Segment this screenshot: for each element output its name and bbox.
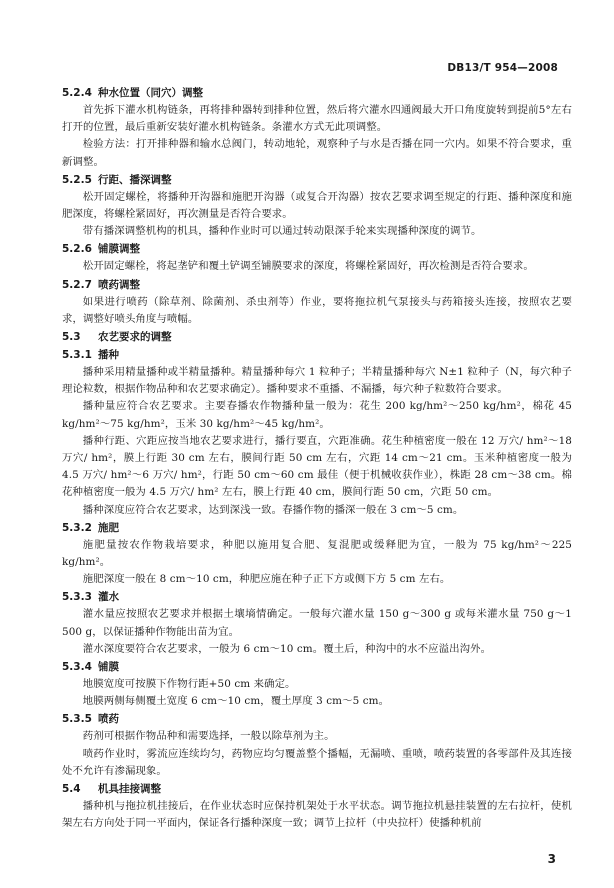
section-heading: [62, 781, 572, 798]
section-heading: [62, 85, 572, 102]
paragraph: 带有播深调整机构的机具，播种作业时可以通过转动限深手轮来实现播种深度的调节。: [82, 225, 482, 238]
section-number: 5.3.5: [62, 713, 92, 726]
section-heading: [62, 589, 572, 606]
paragraph: 喷药作业时，雾流应连续均匀，药物应均匀覆盖整个播幅，无漏喷、重喷，喷药装置的各零部件及其连接处不允许有渗漏现象。: [62, 747, 572, 777]
section-number: 5.3.1: [62, 349, 92, 362]
paragraph: 地膜两侧每侧覆土宽度 6 cm～10 cm，覆土厚度 3 cm～5 cm。: [82, 695, 390, 708]
section-number: 5.3.3: [62, 591, 92, 604]
section-heading: [62, 347, 572, 364]
document-body: [62, 84, 572, 833]
paragraph: 灌水量应按照农艺要求并根据土壤墒情确定。一般每穴灌水量 150 g～300 g 或每米灌水量 750 g～1 500 g，以保证播种作物能出苗为宜。: [62, 608, 572, 638]
section-title: 行距、播深调整: [98, 173, 172, 186]
section-heading: [62, 711, 572, 728]
section-number: 5.3.2: [62, 521, 92, 534]
paragraph: 药剂可根据作物品种和需要选择，一般以除草剂为主。: [82, 730, 335, 743]
paragraph: 灌水深度要符合农艺要求，一般为 6 cm～10 cm。覆土后，种沟中的水不应溢出沟外。: [82, 642, 492, 655]
paragraph: 首先拆下灌水机构链条，再将排种器转到排种位置，然后将穴灌水四通阀最大开口角度旋转到提前5°左右打开的位置，最后重新安装好灌水机构链条。条灌水方式无此项调整。: [62, 104, 572, 134]
paragraph: 播种机与拖拉机挂接后，在作业状态时应保持机架处于水平状态。调节拖拉机悬挂装置的左右拉杆，使机架左右方向处于同一平面内，保证各行播种深度一致；调节上拉杆（中央拉杆）使播种机前: [62, 800, 572, 830]
section-heading: [62, 172, 572, 189]
section-title: 灌水: [98, 591, 119, 604]
section-title: 铺膜调整: [98, 243, 140, 256]
section-number: 5.2.6: [62, 243, 92, 256]
paragraph: 松开固定螺栓，将起垄铲和覆土铲调至铺膜要求的深度，将螺栓紧固好，再次检测是否符合要求。: [82, 260, 534, 273]
section-number: 5.2.4: [62, 87, 92, 99]
document-code: DB13/T 954—2008: [447, 62, 558, 74]
section-heading: [62, 520, 572, 537]
paragraph: 地膜宽度可按膜下作物行距+50 cm 来确定。: [82, 678, 296, 691]
section-heading: [62, 241, 572, 258]
paragraph: 如果进行喷药（除草剂、除菌剂、杀虫剂等）作业，要将拖拉机气泵接头与药箱接头连接，按照农艺要求，调整好喷头角度与喷幅。: [62, 295, 572, 325]
section-title: 喷药: [98, 713, 119, 726]
section-title: 喷药调整: [98, 278, 140, 291]
section-title: 农艺要求的调整: [98, 331, 172, 344]
paragraph: 播种采用精量播种或半精量播种。精量播种每穴 1 粒种子；半精量播种每穴 N±1 粒种子（N，每穴种子理论粒数，根据作物品种和农艺要求确定）。播种要求不重播、不漏播，每穴种子粒数符合要求。: [62, 366, 572, 396]
section-title: 播种: [98, 349, 119, 362]
paragraph: 播种量应符合农艺要求。主要春播农作物播种量一般为：花生 200 kg/hm²～250 kg/hm²，棉花 45 kg/hm²～75 kg/hm²，玉米 30 kg/hm²～45 kg/hm²。: [62, 400, 572, 430]
paragraph: 施肥深度一般在 8 cm～10 cm，种肥应施在种子正下方或侧下方 5 cm 左右。: [82, 573, 451, 586]
page-number: 3: [547, 852, 556, 866]
section-number: 5.3.4: [62, 661, 92, 674]
section-heading: [62, 277, 572, 294]
section-number: 5.4: [62, 783, 81, 796]
paragraph: 播种行距、穴距应按当地农艺要求进行，播行要直，穴距准确。花生种植密度一般在 12 万穴/ hm²～18 万穴/ hm²，膜上行距 30 cm 左右，膜间行距 50 cm 左右，穴距 14 cm～21 cm。玉米种植密度一般为 4.5 万穴/ hm²～6 万穴/ hm²，行距 50 cm～60 cm 最佳（便于机械收获作业），株距 28 cm～38 cm。棉花种植密度一般为 4.5 万穴/ hm² 左右，膜上行距 40 cm，膜间行距 50 cm，穴距 50 cm。: [62, 434, 572, 499]
section-heading: [62, 659, 572, 676]
section-title: 机具挂接调整: [98, 783, 161, 796]
section-title: 种水位置（同穴）调整: [98, 87, 203, 99]
paragraph: 松开固定螺栓，将播种开沟器和施肥开沟器（或复合开沟器）按农艺要求调至规定的行距、播种深度和施肥深度，将螺栓紧固好，再次测量是否符合要求。: [62, 190, 572, 221]
section-number: 5.3: [62, 331, 81, 344]
paragraph: 检验方法：打开排种器和输水总阀门，转动地轮，观察种子与水是否播在同一穴内。如果不符合要求，重新调整。: [62, 138, 572, 168]
section-title: 铺膜: [98, 661, 119, 674]
paragraph: 播种深度应符合农艺要求，达到深浅一致。春播作物的播深一般在 3 cm～5 cm。: [82, 503, 464, 516]
section-heading: [62, 329, 572, 346]
paragraph: 施肥量按农作物栽培要求，种肥以施用复合肥、复混肥或缓释肥为宜，一般为 75 kg/hm²～225 kg/hm²。: [62, 538, 572, 569]
section-number: 5.2.5: [62, 173, 92, 186]
section-title: 施肥: [98, 521, 119, 534]
section-number: 5.2.7: [62, 278, 92, 291]
